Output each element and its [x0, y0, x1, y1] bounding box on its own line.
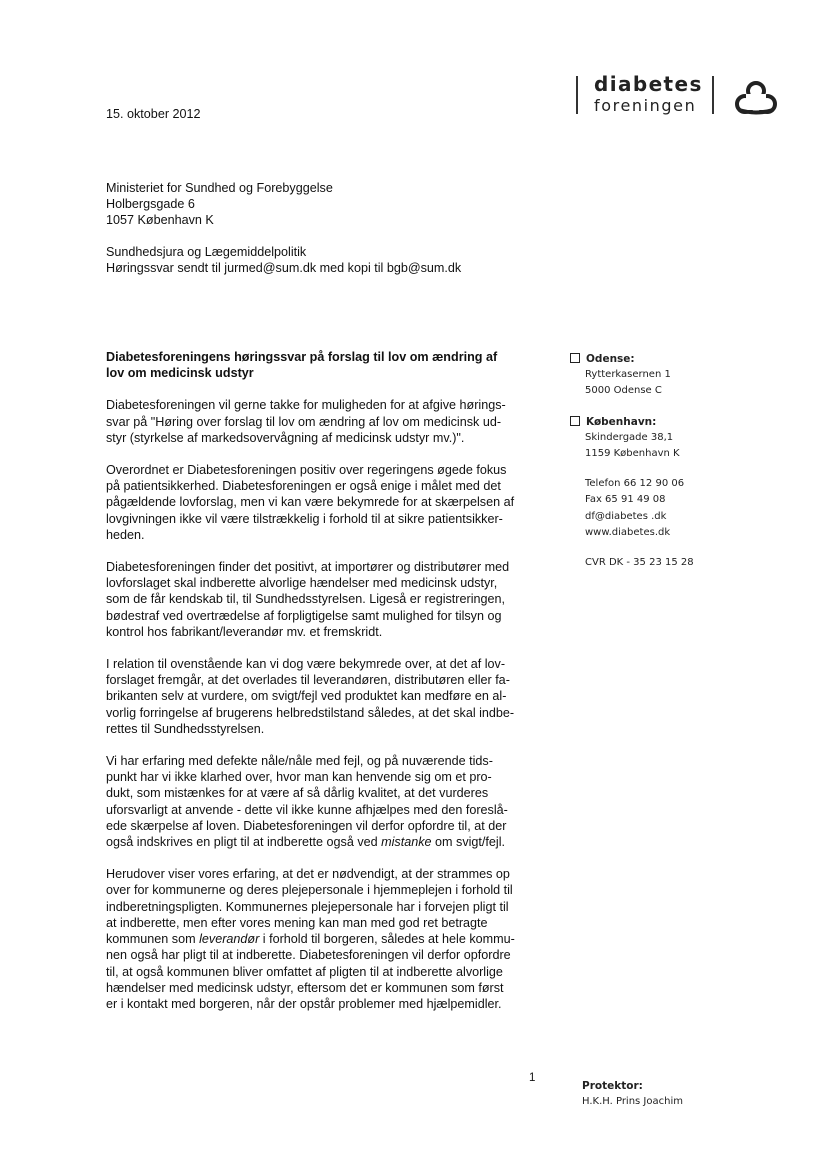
- department-line: Sundhedsjura og Lægemiddelpolitik: [106, 245, 307, 259]
- emphasis-mistanke: mistanke: [381, 835, 432, 850]
- recipient-address: [106, 180, 333, 229]
- paragraph-3: Diabetesforeningen finder det positivt, at importører og distributører med lovforslaget skal indberette alvorlige hændelser med medicinsk udstyr, som de får kendskab til, til Sundhedsstyrelsen. Ligeså er registreringen, bødestraf ved overtrædelse af forpligtigelse samt mulighed for tilsyn og kontrol hos fabrikant/leverandør mv. et fremskridt.: [106, 560, 510, 639]
- logo-wordmark-top: diabetes: [594, 72, 703, 96]
- office-kobenhavn: København: Skindergade 38,1 1159 København K: [570, 414, 790, 463]
- paragraph-4: I relation til ovenstående kan vi dog være bekymrede over, at det af lov- forslaget fremgår, at det overlades til leverandøren, distributøren eller fa- brikanten selv at vurdere, om svigt/fejl ved produktet kan medføre en al- vorlig forringelse af brugerens helbredstilstand således, at det skal indbe- rettes til Sundhedsstyrelsen.: [106, 657, 515, 736]
- logo-divider-left: [576, 76, 578, 114]
- logo-divider-right: [712, 76, 714, 114]
- paragraph-6: Herudover viser vores erfaring, at det er nødvendigt, at der strammes op over for kommunerne og deres plejepersonale i hjemmeplejen i forhold til indberetningspligten. Kommunernes plejepersonale har i forvejen pligt til at indberette, men efter vores mening kan man med god ret betragte kommunen som leverandør i forhold til borgeren, således at hele kommu- nen også har pligt til at indberette. Diabetesforeningen vil derfor opfordre til, at også kommunen bliver omfattet af pligten til at indberette alvorlige hændelser med medicinsk udstyr, eftersom det er kommunen som først er i kontakt med borgeren, når der opstår problemer med hjælpemidler.: [106, 867, 515, 1011]
- fax-number: Fax 65 91 49 08: [585, 494, 666, 506]
- page-number: 1: [529, 1072, 536, 1084]
- patron-name: H.K.H. Prins Joachim: [582, 1096, 683, 1108]
- website: www.diabetes.dk: [585, 526, 671, 538]
- recipient-line: 1057 København K: [106, 213, 214, 228]
- letter-body: [106, 349, 546, 1028]
- checkbox-icon: [570, 353, 580, 363]
- checkbox-icon: [570, 416, 580, 426]
- cvr-number: CVR DK - 35 23 15 28: [585, 557, 694, 569]
- phone-number: Telefon 66 12 90 06: [585, 478, 685, 490]
- sidebar-contact: [570, 351, 790, 571]
- emphasis-leverandor: leverandør: [199, 932, 260, 947]
- paragraph-2: Overordnet er Diabetesforeningen positiv over regeringens øgede fokus på patientsikkerhed. Diabetesforeningen er også enige i målet med det pågældende lovforslag, men vi kan være bekymrede for at skærpelsen af lovgivningen ikke vil være tilstrækkelig i forhold til at sikre patientsikker- heden.: [106, 463, 515, 542]
- paragraph-5: Vi har erfaring med defekte nåle/nåle med fejl, og på nuværende tids- punkt har vi ikke klarhed over, hvor man kan henvende sig om et pro- dukt, som mistænkes for at være af så dårlig kvalitet, at det vurderes uforsvarligt at anvende - dette vil ikke kunne afhjælpes med den foreslå- ede skærpelse af loven. Diabetesforeningen vil derfor opfordre til, at der også indskrives en pligt til at indberette også ved mistanke om svigt/fejl.: [106, 754, 508, 850]
- letter-title: Diabetesforeningens høringssvar på forslag til lov om ændring af lov om medicinsk udstyr: [106, 350, 498, 381]
- office-odense: Odense: Rytterkasernen 1 5000 Odense C: [570, 351, 790, 400]
- email-address: df@diabetes .dk: [585, 510, 667, 522]
- letter-date: 15. oktober 2012: [106, 107, 201, 121]
- department-block: [106, 244, 461, 276]
- recipient-line: Holbergsgade 6: [106, 197, 195, 212]
- paragraph-1: Diabetesforeningen vil gerne takke for muligheden for at afgive hørings- svar på "Høring over forslag til lov om ændring af lov om medicinsk ud- styr (styrkelse af markedsovervågning af medicinsk udstyr mv.)".: [106, 398, 506, 445]
- recipient-line: Ministeriet for Sundhed og Forebyggelse: [106, 181, 333, 195]
- logo-wordmark-bottom: foreningen: [594, 96, 697, 115]
- contact-details: [570, 476, 790, 541]
- department-line: Høringssvar sendt til jurmed@sum.dk med kopi til bgb@sum.dk: [106, 261, 462, 276]
- trefoil-logo-icon: [732, 80, 780, 116]
- patron-block: [582, 1078, 683, 1110]
- patron-label: Protektor:: [582, 1080, 643, 1092]
